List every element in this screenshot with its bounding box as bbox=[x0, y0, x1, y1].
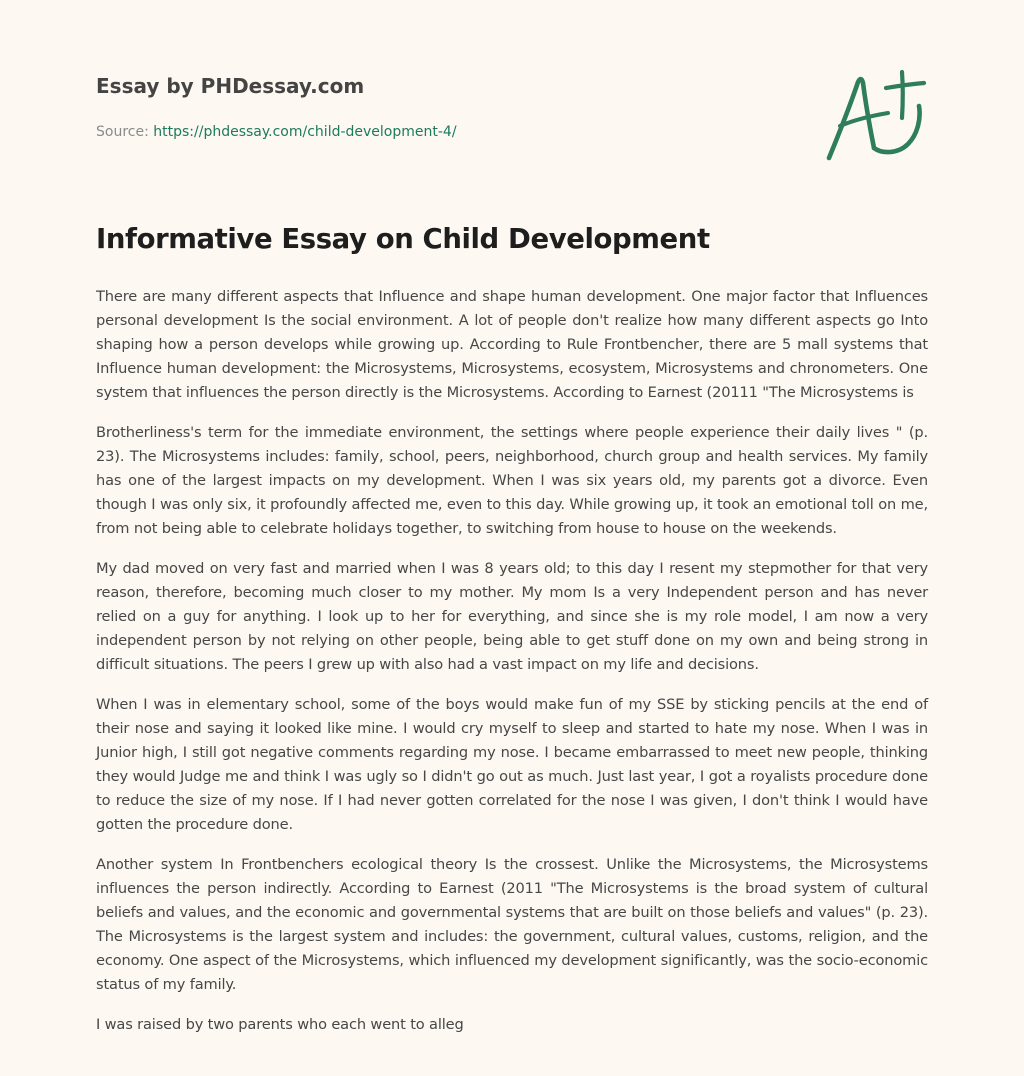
page-header bbox=[96, 0, 928, 200]
essay-paragraph: When I was in elementary school, some of the boys would make fun of my SSE by sticking pencils at the end of their nose and saying it looked like mine. I would cry myself to sleep and started to hate my nose. When I was in Junior high, I still got negative comments regarding my nose. I became embarrassed to meet new people, thinking they would Judge me and think I was ugly so I didn't go out as much. Just last year, I got a royalists procedure done to reduce the size of my nose. If I had never gotten correlated for the nose I was given, I don't think I would have gotten the procedure done. bbox=[96, 696, 928, 833]
essay-paragraph: There are many different aspects that Influence and shape human development. One major factor that Influences personal development Is the social environment. A lot of people don't realize how many different aspects go Into shaping how a person develops while growing up. According to Rule Frontbencher, there are 5 mall systems that Influence human development: the Microsystems, Microsystems, ecosystem, Microsystems and chronometers. One system that influences the person directly is the Microsystems. According to Earnest (20111 "The Microsystems is bbox=[96, 288, 928, 401]
essay-title: Informative Essay on Child Development bbox=[96, 223, 710, 255]
essay-paragraph: My dad moved on very fast and married when I was 8 years old; to this day I resent my stepmother for that very reason, therefore, becoming much closer to my mother. My mom Is a very Independent person and has never relied on a guy for anything. I look up to her for everything, and since she is my role model, I am now a very independent person by not relying on other people, being able to get stuff done on my own and being strong in difficult situations. The peers I grew up with also had a vast impact on my life and decisions. bbox=[96, 560, 928, 673]
essay-paragraph: I was raised by two parents who each went to alleg bbox=[96, 1016, 464, 1033]
essay-body bbox=[96, 285, 928, 1053]
source-link[interactable]: https://phdessay.com/child-development-4/ bbox=[153, 124, 457, 140]
a-plus-grade-logo-icon bbox=[824, 66, 930, 166]
source-line bbox=[96, 124, 457, 140]
essay-paragraph: Brotherliness's term for the immediate environment, the settings where people experience their daily lives " (p. 23). The Microsystems includes: family, school, peers, neighborhood, church group and health services. My family has one of the largest impacts on my development. When I was six years old, my parents got a divorce. Even though I was only six, it profoundly affected me, even to this day. While growing up, it took an emotional toll on me, from not being able to celebrate holidays together, to switching from house to house on the weekends. bbox=[96, 424, 928, 537]
source-label: Source: bbox=[96, 124, 154, 140]
site-title: Essay by PHDessay.com bbox=[96, 74, 365, 98]
essay-paragraph: Another system In Frontbenchers ecological theory Is the crossest. Unlike the Microsystems, the Microsystems influences the person indirectly. According to Earnest (2011 "The Microsystems is the broad system of cultural beliefs and values, and the economic and governmental systems that are built on those beliefs and values" (p. 23). The Microsystems is the largest system and includes: the government, cultural values, customs, religion, and the economy. One aspect of the Microsystems, which influenced my development significantly, was the socio-economic status of my family. bbox=[96, 856, 928, 993]
